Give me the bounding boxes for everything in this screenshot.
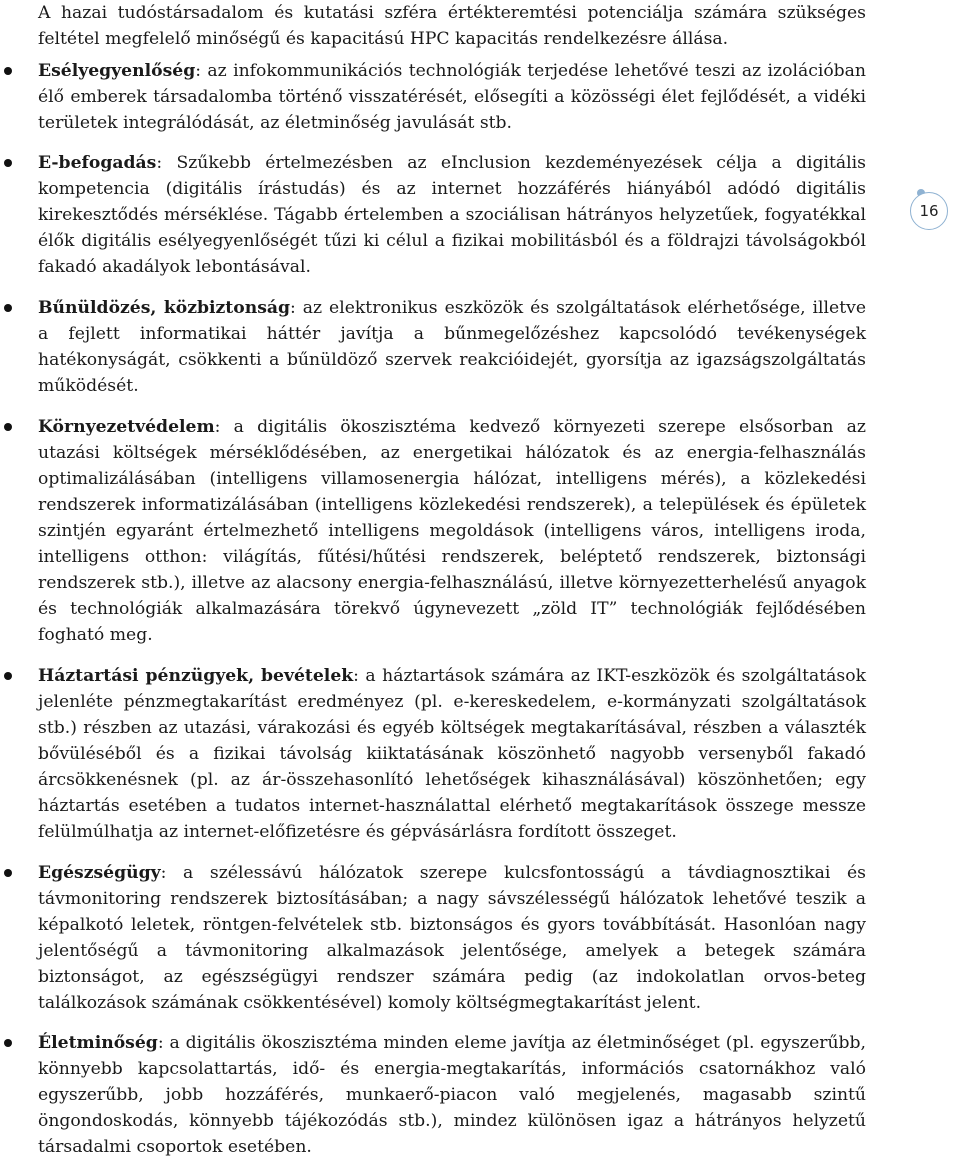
list-item-bunuldozes bbox=[0, 295, 866, 399]
list-item-text: : a digitális ökoszisztéma kedvező környezeti szerepe elsősorban az utazási költségek mérséklődésében, az energetikai hálózatok és az energia-felhasználás optimalizálásában (intelligens villamosenergia hálózat, intelligens mérés), a közlekedési rendszerek informatizálásában (intelligens közlekedési rendszerek), a települések és épületek szintjén egyaránt értelmezhető intelligens megoldások (intelligens város, intelligens iroda, intelligens otthon: világítás, fűtési/hűtési rendszerek, beléptető rendszerek, biztonsági rendszerek stb.), illetve az alacsony energia-felhasználású, illetve környezetterhelésű anyagok és technológiák alkalmazására törekvő úgynevezett „zöld IT” technológiák fejlődésében fogható meg. bbox=[38, 417, 866, 645]
list-item-title: Bűnüldözés, közbiztonság bbox=[38, 298, 291, 318]
list-item-haztartasi-penzugyek bbox=[0, 663, 866, 845]
list-item-kornyezetvedelem bbox=[0, 414, 866, 648]
intro-paragraph: A hazai tudóstársadalom és kutatási szféra értékteremtési potenciálja számára szükséges feltétel megfelelő minőségű és kapacitású HPC kapacitás rendelkezésre állása. bbox=[38, 3, 866, 49]
list-item-text: : a szélessávú hálózatok szerepe kulcsfontosságú a távdiagnosztikai és távmonitoring rendszerek biztosításában; a nagy sávszélességű hálózatok lehetővé teszik a képalkotó leletek, röntgen-felvételek stb. biztonságos és gyors továbbítását. Hasonlóan nagy jelentőségű a távmonitoring alkalmazások jelentősége, amelyek a betegek számára biztonságot, az egészségügyi rendszer számára pedig (az indokolatlan orvos-beteg találkozások számának csökkentésével) komoly költségmegtakarítást jelent. bbox=[38, 863, 866, 1013]
list-item-title: Esélyegyenlőség bbox=[38, 61, 196, 81]
list-item-eselyegyenloseg bbox=[0, 58, 866, 136]
list-item-text: : az infokommunikációs technológiák terjedése lehetővé teszi az izolációban élő emberek társadalomba történő visszatérését, elősegíti a közösségi élet fejlődését, a vidéki területek integrálódását, az életminőség javulását stb. bbox=[38, 61, 866, 133]
list-item-text: : az elektronikus eszközök és szolgáltatások elérhetősége, illetve a fejlett informatikai háttér javítja a bűnmegelőzéshez kapcsolódó tevékenységek hatékonyságát, csökkenti a bűnüldöző szervek reakcióidejét, gyorsítja az igazságszolgáltatás működését. bbox=[38, 298, 866, 396]
list-item-egeszsegugy bbox=[0, 860, 866, 1016]
bullet-icon bbox=[4, 304, 12, 312]
list-item-text: : Szűkebb értelmezésben az eInclusion kezdeményezések célja a digitális kompetencia (digitális írástudás) és az internet hozzáférés hiányából adódó digitális kirekesztődés mérséklése. Tágabb értelemben a szociálisan hátrányos helyzetűek, fogyatékkal élők digitális esélyegyenlőségét tűzi ki célul a fizikai mobilitásból és a földrajzi távolságokból fakadó akadályok lebontásával. bbox=[38, 153, 866, 277]
bullet-icon bbox=[4, 159, 12, 167]
list-item-title: E-befogadás bbox=[38, 153, 157, 173]
list-item-eletminoseg bbox=[0, 1030, 866, 1160]
list-item-e-befogadas bbox=[0, 150, 866, 280]
bullet-icon bbox=[4, 1039, 12, 1047]
page-number: 16 bbox=[910, 192, 948, 230]
list-item-title: Környezetvédelem bbox=[38, 417, 215, 437]
list-item-text: : a háztartások számára az IKT-eszközök és szolgáltatások jelenléte pénzmegtakarítást eredményez (pl. e-kereskedelem, e-kormányzati szolgáltatások stb.) részben az utazási, várakozási és egyéb költségek megtakarításával, részben a választék bővüléséből és a fizikai távolság kiiktatásának köszönhető nagyobb versenyből fakadó árcsökkenésnek (pl. az ár-összehasonlító lehetőségek kihasználásával) köszönhetően; egy háztartás esetében a tudatos internet-használattal elérhető megtakarítások összege messze felülmúlhatja az internet-előfizetésre és gépvásárlásra fordított összeget. bbox=[38, 666, 866, 842]
bullet-icon bbox=[4, 423, 12, 431]
bullet-list bbox=[0, 58, 960, 1160]
bullet-icon bbox=[4, 67, 12, 75]
bullet-icon bbox=[4, 672, 12, 680]
list-item-title: Életminőség bbox=[38, 1033, 158, 1053]
list-item-title: Háztartási pénzügyek, bevételek bbox=[38, 666, 354, 686]
list-item-title: Egészségügy bbox=[38, 863, 161, 883]
list-item-text: : a digitális ökoszisztéma minden eleme javítja az életminőséget (pl. egyszerűbb, könnyebb kapcsolattartás, idő- és energia-megtakarítás, információs csatornákhoz való egyszerűbb, jobb hozzáférés, munkaerő-piacon való megjelenés, magasabb szintű öngondoskodás, könnyebb tájékozódás stb.), mindez különösen igaz a hátrányos helyzetű társadalmi csoportok esetében. bbox=[38, 1033, 866, 1157]
bullet-icon bbox=[4, 869, 12, 877]
